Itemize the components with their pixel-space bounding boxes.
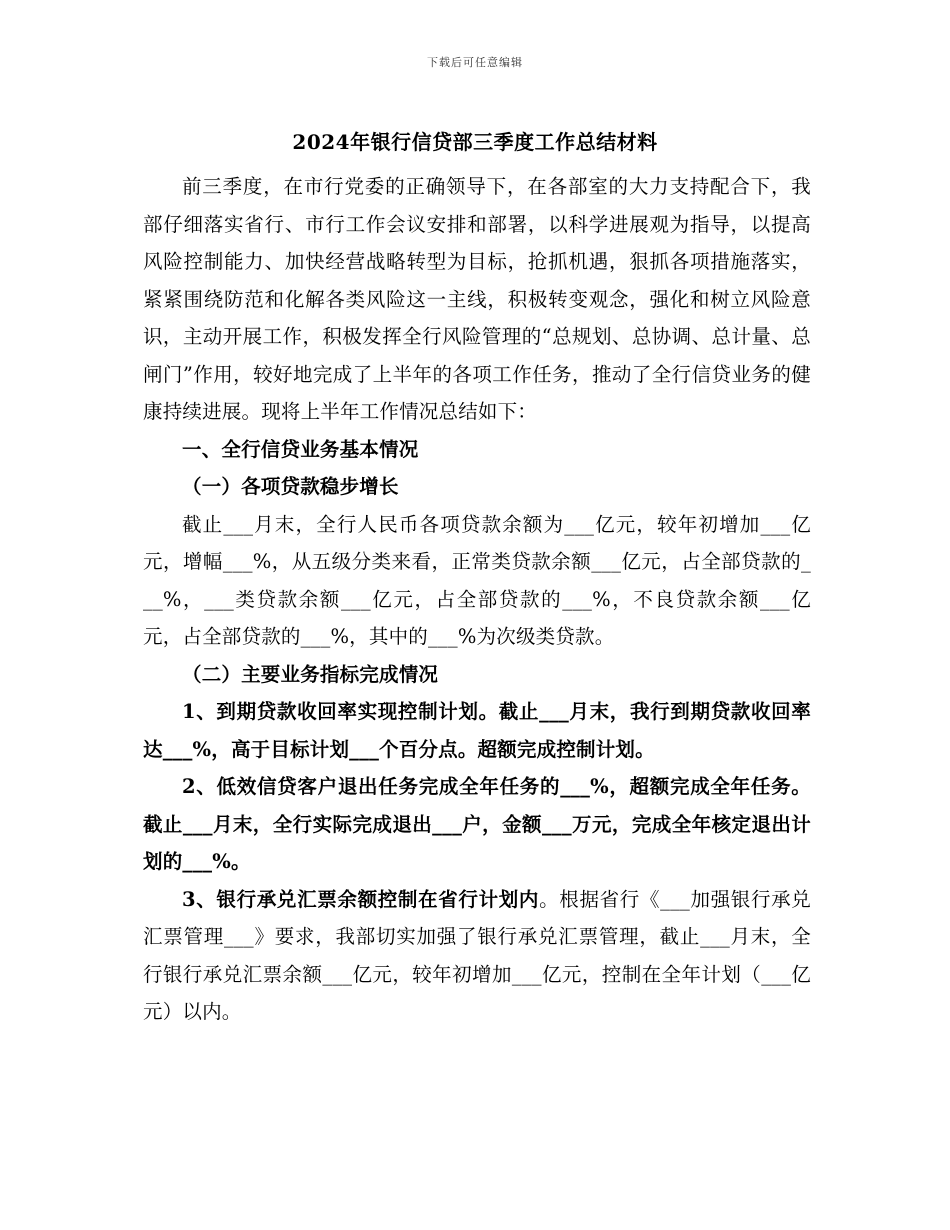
item-2-paragraph: 2、低效信贷客户退出任务完成全年任务的___%，超额完成全年任务。截止___月末，全行实际完成退出___户，金额___万元，完成全年核定退出计划的___%。 (143, 775, 811, 873)
item-3-lead: 3、银行承兑汇票余额控制在省行计划内 (182, 887, 540, 911)
intro-paragraph: 前三季度，在市行党委的正确领导下，在各部室的大力支持配合下，我部仔细落实省行、市行工作会议安排和部署，以科学进展观为指导，以提高风险控制能力、加快经营战略转型为目标，抢抓机遇，狠抓各项措施落实，紧紧围绕防范和化解各类风险这一主线，积极转变观念，强化和树立风险意识，主动开展工作，积极发挥全行风险管理的“总规划、总协调、总计量、总闸门”作用，较好地完成了上半年的各项工作任务，推动了全行信贷业务的健康持续进展。现将上半年工作情况总结如下： (143, 175, 811, 423)
subsection-heading-2: （二）主要业务指标完成情况 (182, 662, 439, 686)
document-body (143, 168, 811, 1031)
item-3-paragraph (143, 881, 811, 1031)
subsection-heading-1: （一）各项贷款稳步增长 (182, 475, 399, 498)
subsection-1-body: 截止___月末，全行人民币各项贷款余额为___亿元，较年初增加___亿元，增幅___%，从五级分类来看，正常类贷款余额___亿元，占全部贷款的___%，___类贷款余额___亿元，占全部贷款的___%，不良贷款余额___亿元，占全部贷款的___%，其中的___%为次级类贷款。 (143, 512, 811, 648)
header-note: 下载后可任意编辑 (427, 56, 523, 69)
section-heading-1: 一、全行信贷业务基本情况 (182, 437, 419, 461)
document-title: 2024年银行信贷部三季度工作总结材料 (292, 130, 658, 154)
item-1-paragraph: 1、到期贷款收回率实现控制计划。截止___月末，我行到期贷款收回率达___%，高于目标计划___个百分点。超额完成控制计划。 (143, 700, 811, 761)
item-3-rest: 。根据省行《___加强银行承兑汇票管理___》要求，我部切实加强了银行承兑汇票管理，截止___月末，全行银行承兑汇票余额___亿元，较年初增加___亿元，控制在全年计划（___亿元）以内。 (143, 887, 811, 1023)
